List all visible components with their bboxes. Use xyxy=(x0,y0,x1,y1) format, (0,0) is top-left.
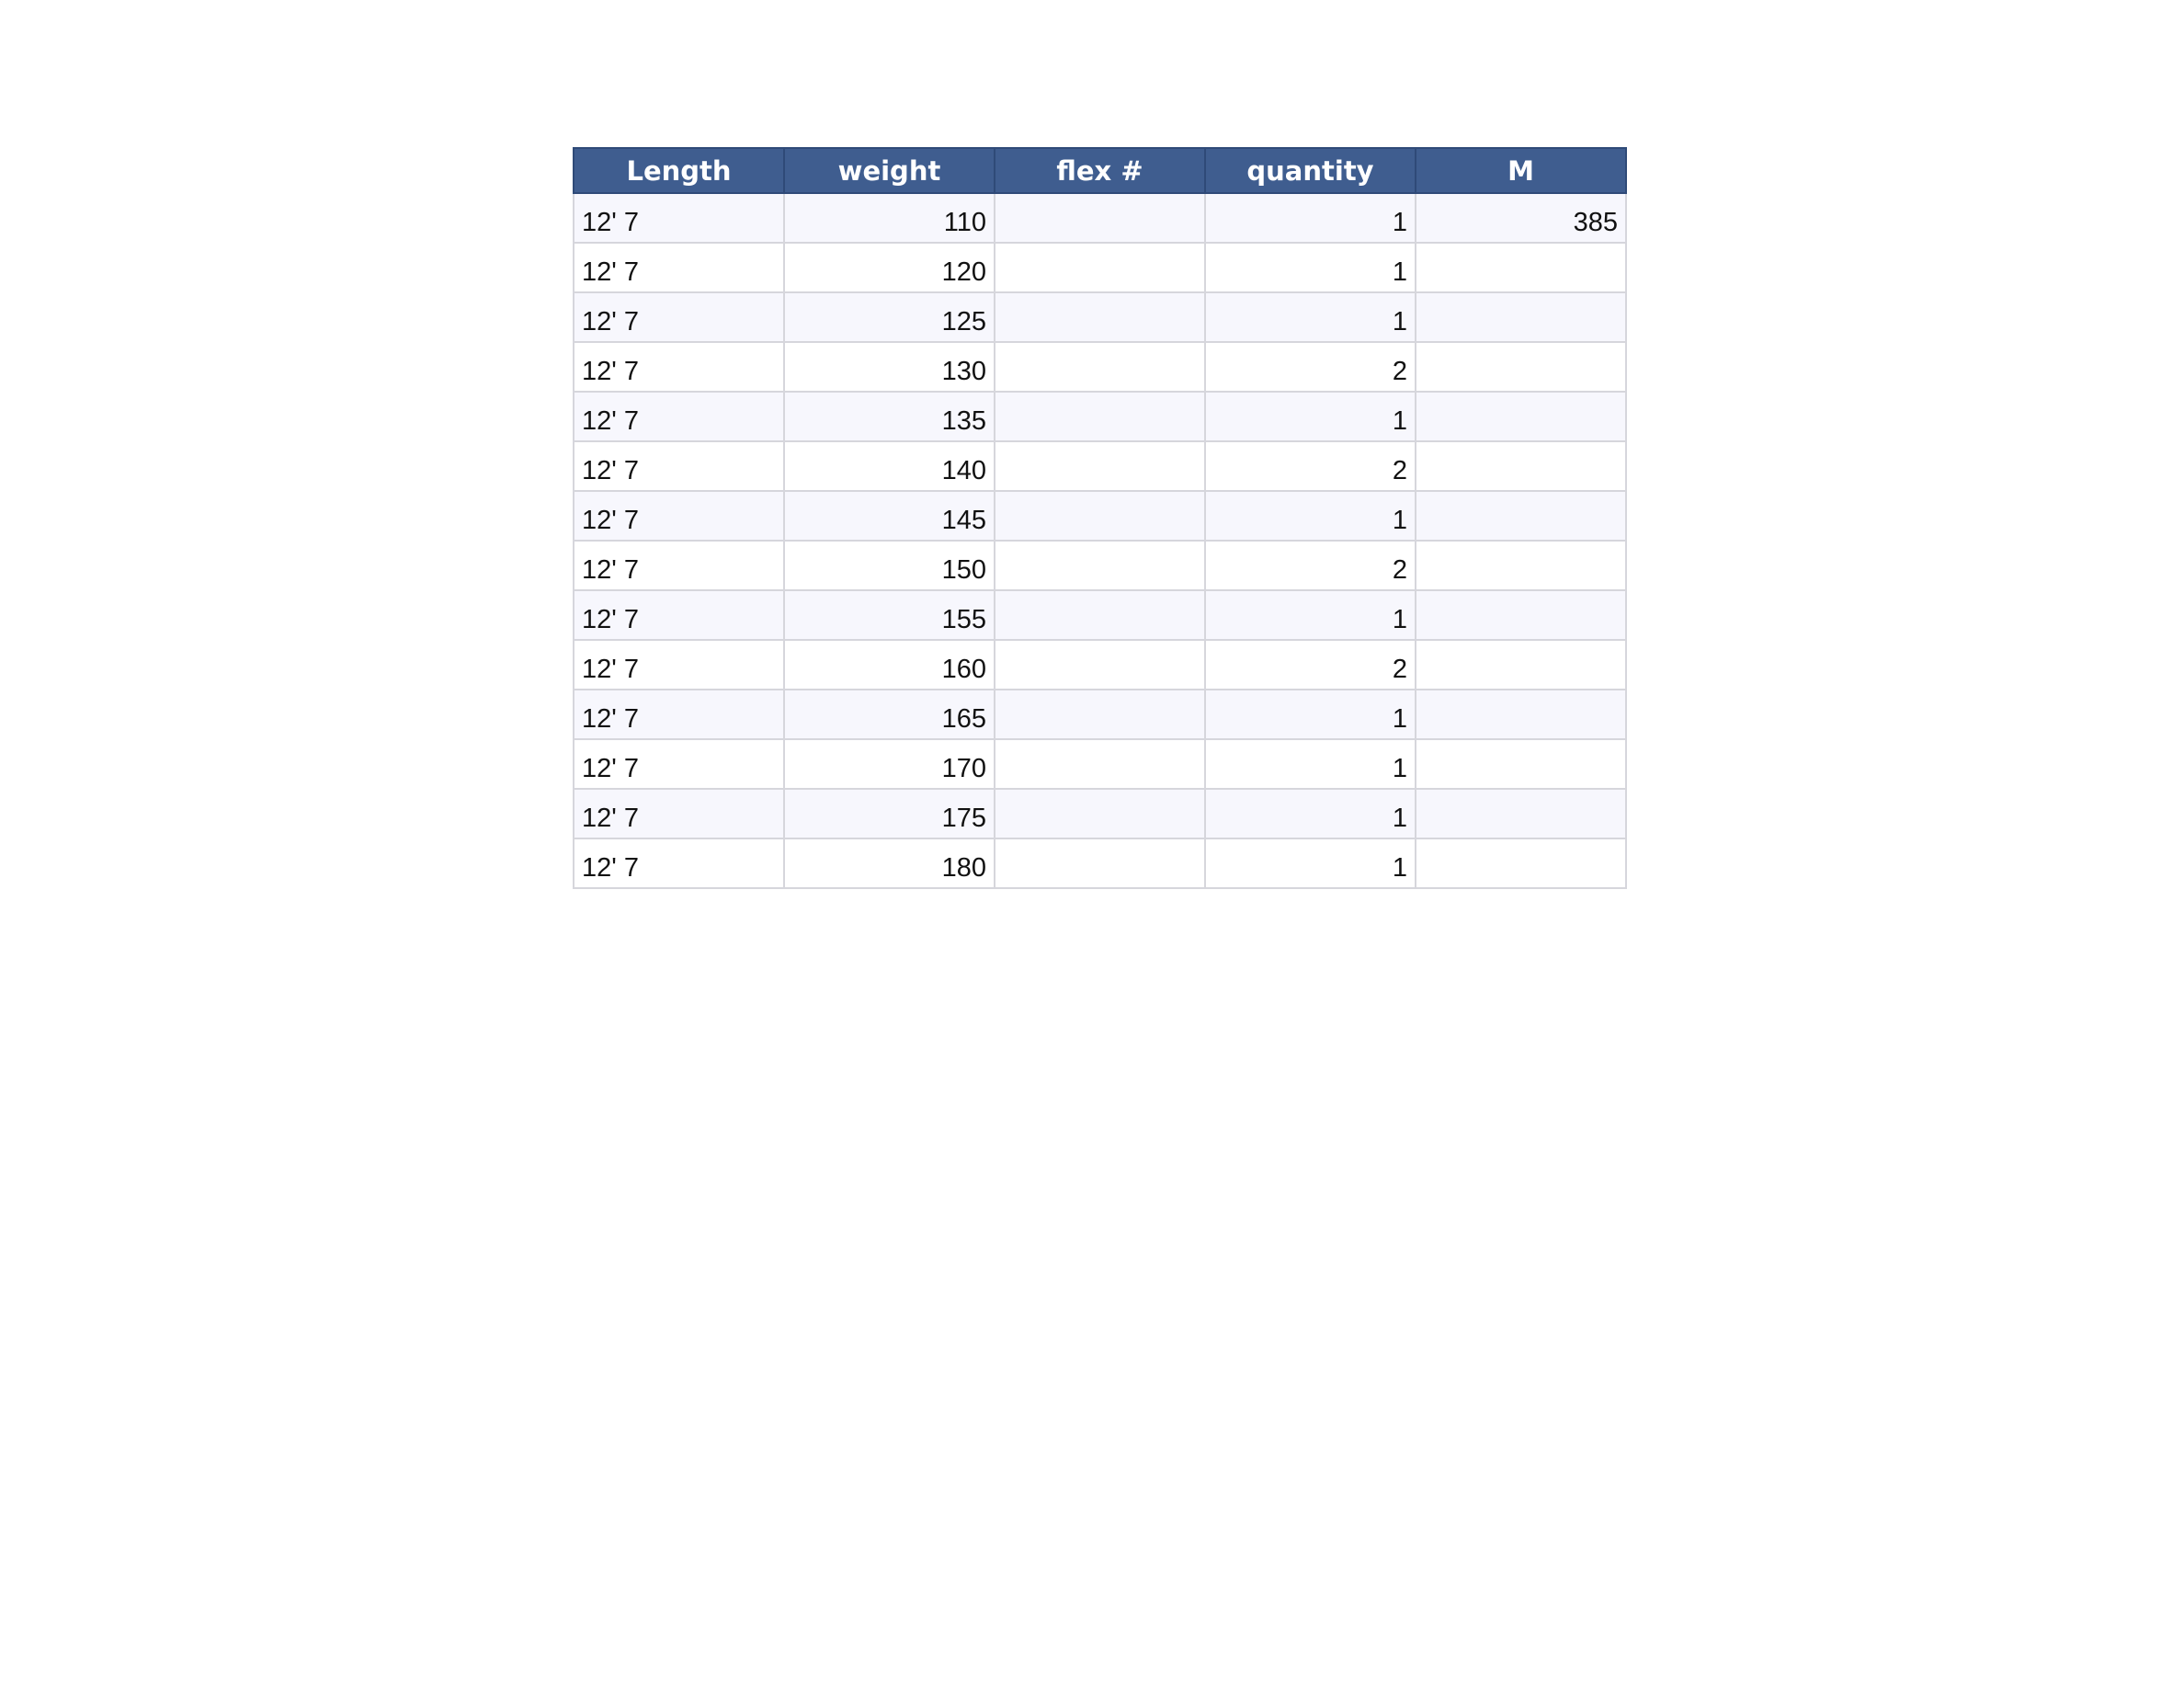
cell-length[interactable]: 12' 7 xyxy=(574,789,784,838)
table-row xyxy=(574,243,1626,292)
cell-m[interactable] xyxy=(1416,690,1626,739)
table-row xyxy=(574,789,1626,838)
cell-length[interactable]: 12' 7 xyxy=(574,243,784,292)
cell-m[interactable] xyxy=(1416,838,1626,888)
cell-m[interactable] xyxy=(1416,491,1626,541)
cell-flex[interactable] xyxy=(995,441,1205,491)
header-length[interactable]: Length xyxy=(574,148,784,193)
cell-quantity[interactable]: 1 xyxy=(1205,292,1416,342)
cell-length[interactable]: 12' 7 xyxy=(574,739,784,789)
cell-flex[interactable] xyxy=(995,342,1205,392)
cell-m[interactable] xyxy=(1416,541,1626,590)
cell-length[interactable]: 12' 7 xyxy=(574,491,784,541)
cell-quantity[interactable]: 1 xyxy=(1205,193,1416,243)
cell-length[interactable]: 12' 7 xyxy=(574,838,784,888)
cell-weight[interactable]: 140 xyxy=(784,441,995,491)
cell-weight[interactable]: 160 xyxy=(784,640,995,690)
table-row xyxy=(574,541,1626,590)
cell-weight[interactable]: 180 xyxy=(784,838,995,888)
cell-flex[interactable] xyxy=(995,690,1205,739)
cell-m[interactable] xyxy=(1416,789,1626,838)
cell-quantity[interactable]: 1 xyxy=(1205,243,1416,292)
table-row xyxy=(574,838,1626,888)
cell-length[interactable]: 12' 7 xyxy=(574,640,784,690)
header-m[interactable]: M xyxy=(1416,148,1626,193)
cell-flex[interactable] xyxy=(995,838,1205,888)
cell-quantity[interactable]: 2 xyxy=(1205,441,1416,491)
table-row xyxy=(574,491,1626,541)
cell-weight[interactable]: 110 xyxy=(784,193,995,243)
cell-m[interactable] xyxy=(1416,590,1626,640)
cell-m[interactable] xyxy=(1416,243,1626,292)
cell-quantity[interactable]: 1 xyxy=(1205,838,1416,888)
cell-quantity[interactable]: 1 xyxy=(1205,789,1416,838)
cell-flex[interactable] xyxy=(995,640,1205,690)
cell-weight[interactable]: 135 xyxy=(784,392,995,441)
data-table xyxy=(573,147,1627,889)
cell-length[interactable]: 12' 7 xyxy=(574,441,784,491)
cell-flex[interactable] xyxy=(995,491,1205,541)
cell-length[interactable]: 12' 7 xyxy=(574,590,784,640)
cell-weight[interactable]: 155 xyxy=(784,590,995,640)
cell-weight[interactable]: 150 xyxy=(784,541,995,590)
cell-m[interactable]: 385 xyxy=(1416,193,1626,243)
cell-length[interactable]: 12' 7 xyxy=(574,690,784,739)
header-flex[interactable]: flex # xyxy=(995,148,1205,193)
cell-flex[interactable] xyxy=(995,392,1205,441)
cell-m[interactable] xyxy=(1416,392,1626,441)
cell-flex[interactable] xyxy=(995,590,1205,640)
cell-m[interactable] xyxy=(1416,640,1626,690)
cell-quantity[interactable]: 2 xyxy=(1205,342,1416,392)
table-row xyxy=(574,739,1626,789)
cell-quantity[interactable]: 1 xyxy=(1205,491,1416,541)
cell-quantity[interactable]: 1 xyxy=(1205,392,1416,441)
cell-flex[interactable] xyxy=(995,541,1205,590)
cell-quantity[interactable]: 2 xyxy=(1205,640,1416,690)
cell-flex[interactable] xyxy=(995,739,1205,789)
cell-quantity[interactable]: 2 xyxy=(1205,541,1416,590)
cell-length[interactable]: 12' 7 xyxy=(574,392,784,441)
cell-flex[interactable] xyxy=(995,292,1205,342)
table-row xyxy=(574,590,1626,640)
cell-flex[interactable] xyxy=(995,243,1205,292)
cell-quantity[interactable]: 1 xyxy=(1205,739,1416,789)
header-row xyxy=(574,148,1626,193)
cell-length[interactable]: 12' 7 xyxy=(574,541,784,590)
cell-weight[interactable]: 170 xyxy=(784,739,995,789)
cell-weight[interactable]: 175 xyxy=(784,789,995,838)
cell-weight[interactable]: 120 xyxy=(784,243,995,292)
cell-m[interactable] xyxy=(1416,292,1626,342)
cell-flex[interactable] xyxy=(995,789,1205,838)
header-quantity[interactable]: quantity xyxy=(1205,148,1416,193)
table-body xyxy=(574,193,1626,888)
cell-weight[interactable]: 125 xyxy=(784,292,995,342)
cell-weight[interactable]: 145 xyxy=(784,491,995,541)
cell-quantity[interactable]: 1 xyxy=(1205,590,1416,640)
table-row xyxy=(574,342,1626,392)
table-row xyxy=(574,292,1626,342)
table-header xyxy=(574,148,1626,193)
cell-length[interactable]: 12' 7 xyxy=(574,292,784,342)
cell-quantity[interactable]: 1 xyxy=(1205,690,1416,739)
header-weight[interactable]: weight xyxy=(784,148,995,193)
cell-m[interactable] xyxy=(1416,441,1626,491)
cell-m[interactable] xyxy=(1416,342,1626,392)
table-row xyxy=(574,690,1626,739)
cell-weight[interactable]: 165 xyxy=(784,690,995,739)
cell-m[interactable] xyxy=(1416,739,1626,789)
table-row xyxy=(574,193,1626,243)
cell-length[interactable]: 12' 7 xyxy=(574,193,784,243)
table-row xyxy=(574,392,1626,441)
cell-weight[interactable]: 130 xyxy=(784,342,995,392)
cell-length[interactable]: 12' 7 xyxy=(574,342,784,392)
table-row xyxy=(574,441,1626,491)
table-row xyxy=(574,640,1626,690)
cell-flex[interactable] xyxy=(995,193,1205,243)
